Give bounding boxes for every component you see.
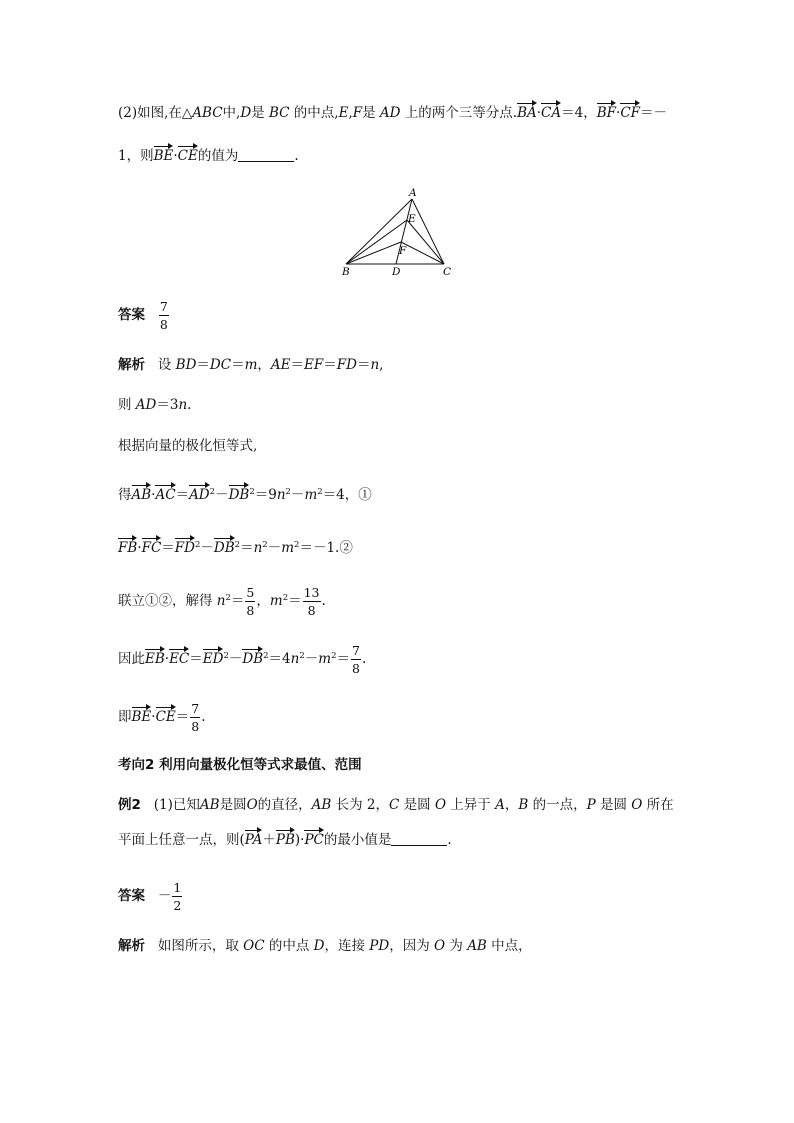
analysis-1-step-2: 则 AD＝3n. — [118, 397, 192, 413]
section-heading: 考向2 利用向量极化恒等式求最值、范围 — [118, 757, 362, 773]
analysis-1-step-5: $FB\cdot FC=FD^2-DB^2=n^2-m^2=-1.②$ — [118, 540, 353, 556]
answer-1: 答案 $\frac{7}{8}$ — [118, 299, 168, 333]
segment-BF — [346, 242, 401, 264]
analysis-1-step-7: 因此$EB\cdot EC=ED^2-DB^2=4n^2-m^2=$ $\frac{7}{8}$ . — [118, 643, 367, 677]
segment-CF — [401, 242, 444, 264]
analysis-1-step-8: 即BE·CE＝ $\frac{7}{8}$ . — [118, 701, 206, 735]
problem-line-1: (2)如图,在△ABC中,D是 BC 的中点,E,F是 AD 上的两个三等分点.BA·CA＝4，BF·CF＝－ — [118, 105, 668, 121]
answer-blank — [238, 160, 294, 162]
label-C: C — [443, 266, 452, 278]
answer-2: 答案 － $\frac{1}{2}$ — [118, 880, 182, 914]
triangle-figure — [336, 186, 456, 278]
label-D: D — [392, 266, 401, 278]
analysis-2: 解析 如图所示，取 OC 的中点 D，连接 PD，因为 O 为 AB 中点， — [118, 938, 532, 954]
example-2-line-1: 例2 (1)已知AB是圆O的直径，AB 长为 2，C 是圆 O 上异于 A，B 的一点，P 是圆 O 所在 — [118, 797, 674, 813]
label-F: F — [399, 245, 407, 257]
label-E: E — [408, 213, 416, 225]
analysis-1-step-3: 根据向量的极化恒等式, — [118, 438, 258, 454]
analysis-1-step-1: 解析 设 BD＝DC＝m，AE＝EF＝FD＝n, — [118, 357, 384, 373]
analysis-1-step-4: 得$AB\cdot AC=AD^2-DB^2=9n^2-m^2=4$，① — [118, 487, 372, 503]
example-2-line-2: 平面上任意一点，则(PA＋PB)·PC的最小值是 . — [118, 832, 452, 848]
analysis-1-step-6: 联立①②，解得 $n^2=$ $\frac{5}{8}$ ，$m^2=$ $\frac{13}{8}$ . — [118, 585, 326, 619]
label-B: B — [342, 266, 350, 278]
answer-2-fraction: $\frac{1}{2}$ — [173, 880, 182, 914]
answer-blank-2 — [391, 844, 447, 846]
label-A: A — [409, 187, 417, 199]
problem-line-2: 1，则BE·CE的值为 . — [118, 148, 299, 164]
answer-1-fraction: $\frac{7}{8}$ — [159, 299, 168, 333]
